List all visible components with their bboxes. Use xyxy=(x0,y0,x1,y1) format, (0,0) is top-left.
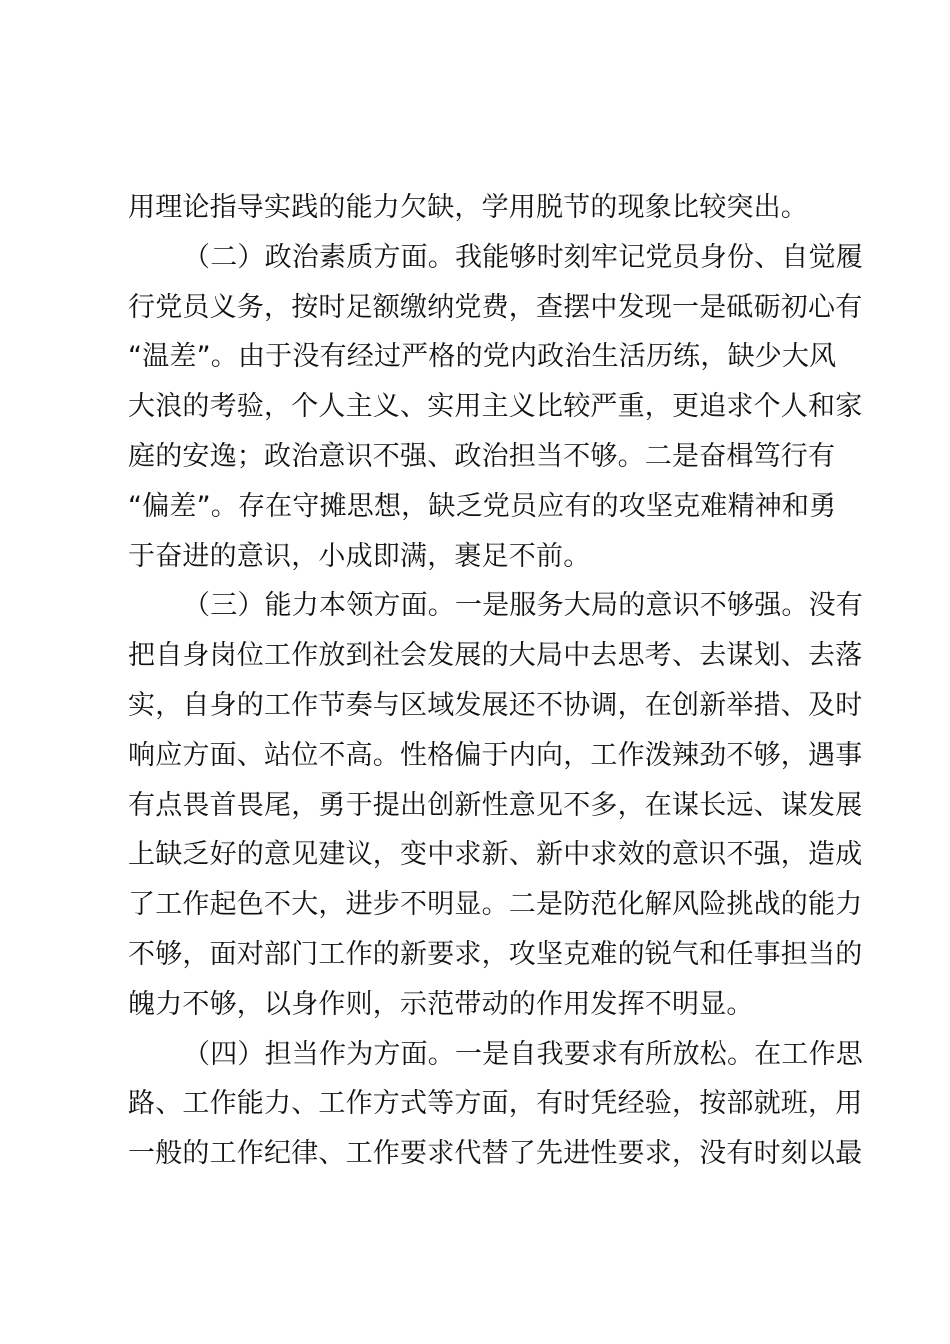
text-line: 有点畏首畏尾，勇于提出创新性意见不多，在谋长远、谋发展 xyxy=(128,789,863,821)
section-3-heading-line: （三）能力本领方面。一是服务大局的意识不够强。没有 xyxy=(183,590,863,622)
text-line: “温差”。由于没有经过严格的党内政治生活历练，缺少大风 xyxy=(128,341,837,373)
text-line: 一般的工作纪律、工作要求代替了先进性要求，没有时刻以最 xyxy=(128,1138,863,1170)
text-line: 于奋进的意识，小成即满，裹足不前。 xyxy=(128,540,591,572)
section-2-heading-line: （二）政治素质方面。我能够时刻牢记党员身份、自觉履 xyxy=(183,241,863,273)
text-line: 响应方面、站位不高。性格偏于内向，工作泼辣劲不够，遇事 xyxy=(128,739,863,771)
text-line: 大浪的考验，个人主义、实用主义比较严重，更追求个人和家 xyxy=(128,391,863,423)
document-body xyxy=(128,183,863,1179)
text-line: 实，自身的工作节奏与区域发展还不协调，在创新举措、及时 xyxy=(128,689,863,721)
text-line: 用理论指导实践的能力欠缺，学用脱节的现象比较突出。 xyxy=(128,192,808,223)
text-line: 把自身岗位工作放到社会发展的大局中去思考、去谋划、去落 xyxy=(128,640,863,672)
text-line: 路、工作能力、工作方式等方面，有时凭经验，按部就班，用 xyxy=(128,1088,863,1120)
text-line: “偏差”。存在守摊思想，缺乏党员应有的攻坚克难精神和勇 xyxy=(128,490,837,522)
text-line: 上缺乏好的意见建议，变中求新、新中求效的意识不强，造成 xyxy=(128,839,863,871)
text-line: 行党员义务，按时足额缴纳党费，查摆中发现一是砥砺初心有 xyxy=(128,291,863,323)
section-4-heading-line: （四）担当作为方面。一是自我要求有所放松。在工作思 xyxy=(183,1038,863,1070)
text-line: 不够，面对部门工作的新要求，攻坚克难的锐气和任事担当的 xyxy=(128,938,863,970)
text-line: 庭的安逸；政治意识不强、政治担当不够。二是奋楫笃行有 xyxy=(128,440,836,472)
text-line: 了工作起色不大，进步不明显。二是防范化解风险挑战的能力 xyxy=(128,889,863,921)
text-line: 魄力不够，以身作则，示范带动的作用发挥不明显。 xyxy=(128,988,754,1020)
